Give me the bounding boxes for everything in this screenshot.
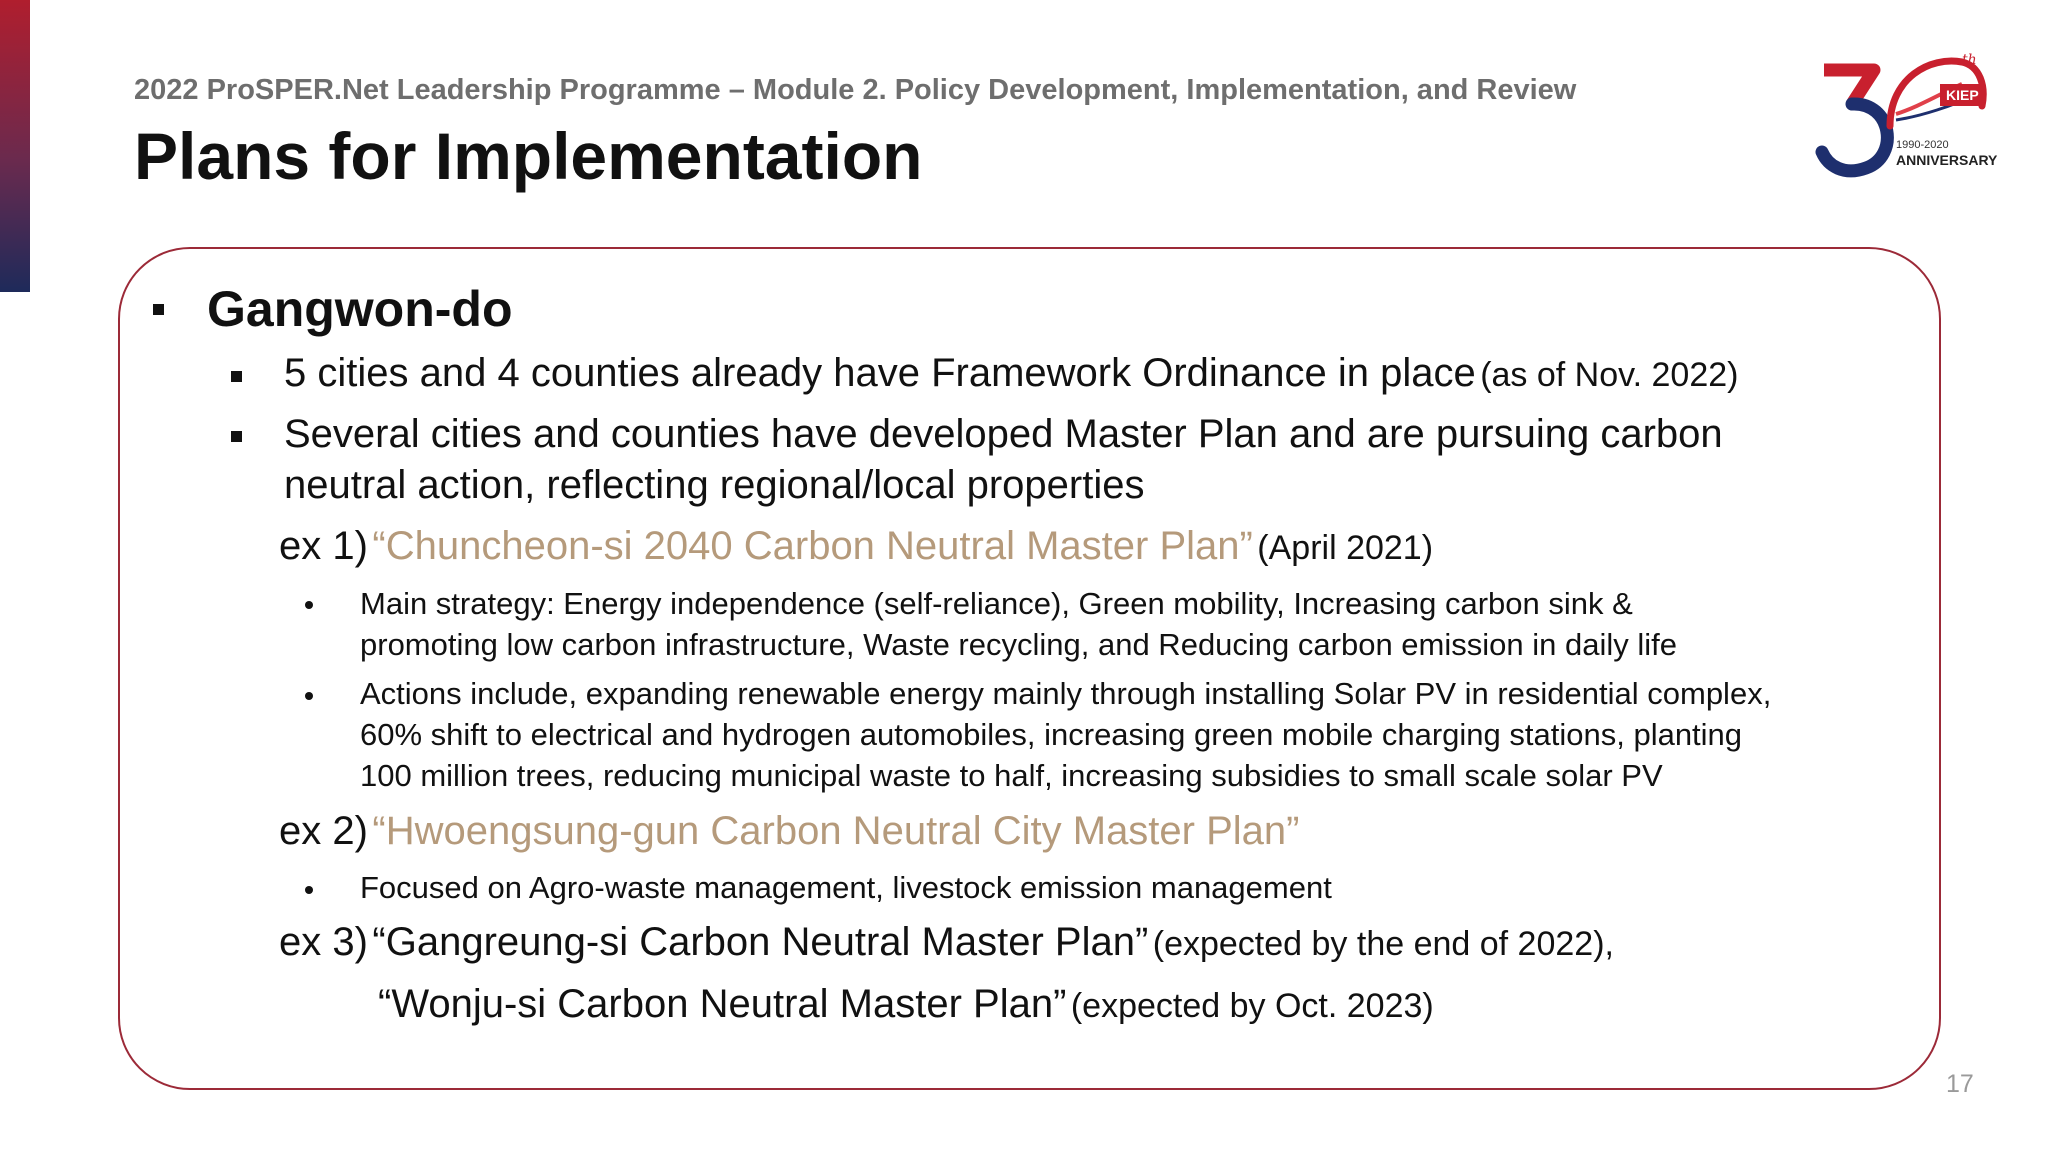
example-1-date: (April 2021) <box>1257 529 1434 567</box>
bullet-ordinance <box>284 351 1738 396</box>
page-number: 17 <box>1946 1070 1974 1098</box>
example-2 <box>279 809 1299 854</box>
example-2-prefix: ex 2) <box>279 809 368 853</box>
svg-text:1990-2020: 1990-2020 <box>1896 139 1949 151</box>
round-bullet-icon <box>305 886 313 894</box>
round-bullet-icon <box>305 601 313 609</box>
slide-title: Plans for Implementation <box>134 119 923 193</box>
round-bullet-icon <box>305 692 313 700</box>
example-1-prefix: ex 1) <box>279 524 368 568</box>
square-bullet-icon <box>153 304 164 315</box>
example-1-plan: “Chuncheon-si 2040 Carbon Neutral Master Plan” <box>372 524 1253 568</box>
ex1-actions-line1: Actions include, expanding renewable energy mainly through installing Solar PV in residential complex, <box>360 676 1772 711</box>
bullet-master-plan-line2: neutral action, reflecting regional/local properties <box>284 463 1145 507</box>
example-1 <box>279 524 1433 569</box>
kiep-30th-anniversary-logo <box>1812 48 2000 188</box>
slide-subtitle: 2022 ProSPER.Net Leadership Programme – Module 2. Policy Development, Implementation, and Review <box>134 74 1577 106</box>
ex1-actions-line2: 60% shift to electrical and hydrogen automobiles, increasing green mobile charging stations, planting <box>360 717 1743 752</box>
bullet-ordinance-note: (as of Nov. 2022) <box>1480 356 1739 394</box>
ex2-focus: Focused on Agro-waste management, livestock emission management <box>360 870 1332 905</box>
square-bullet-icon <box>231 431 242 442</box>
ex1-actions-line3: 100 million trees, reducing municipal waste to half, increasing subsidies to small scale solar PV <box>360 758 1663 793</box>
square-bullet-icon <box>231 371 242 382</box>
example-3-plan-wonju: “Wonju-si Carbon Neutral Master Plan” <box>378 982 1067 1026</box>
example-3-note-wonju: (expected by Oct. 2023) <box>1070 987 1434 1025</box>
svg-text:KIEP: KIEP <box>1946 87 1979 103</box>
ex1-strategy-line1: Main strategy: Energy independence (self-reliance), Green mobility, Increasing carbon sink & <box>360 586 1633 621</box>
example-3-note-gangreung: (expected by the end of 2022), <box>1152 925 1614 963</box>
example-3-plan-gangreung: “Gangreung-si Carbon Neutral Master Plan” <box>372 920 1149 964</box>
example-3-prefix: ex 3) <box>279 920 368 964</box>
region-heading: Gangwon-do <box>207 281 513 337</box>
bullet-ordinance-text: 5 cities and 4 counties already have Framework Ordinance in place <box>284 351 1476 395</box>
example-3 <box>279 920 1614 965</box>
example-2-plan: “Hwoengsung-gun Carbon Neutral City Master Plan” <box>372 809 1300 853</box>
svg-text:th: th <box>1962 52 1977 68</box>
ex1-strategy-line2: promoting low carbon infrastructure, Waste recycling, and Reducing carbon emission in daily life <box>360 627 1677 662</box>
example-3-line2 <box>378 982 1434 1027</box>
bullet-master-plan-line1: Several cities and counties have developed Master Plan and are pursuing carbon <box>284 412 1723 456</box>
accent-bar <box>0 0 30 292</box>
svg-text:ANNIVERSARY: ANNIVERSARY <box>1896 152 1998 168</box>
